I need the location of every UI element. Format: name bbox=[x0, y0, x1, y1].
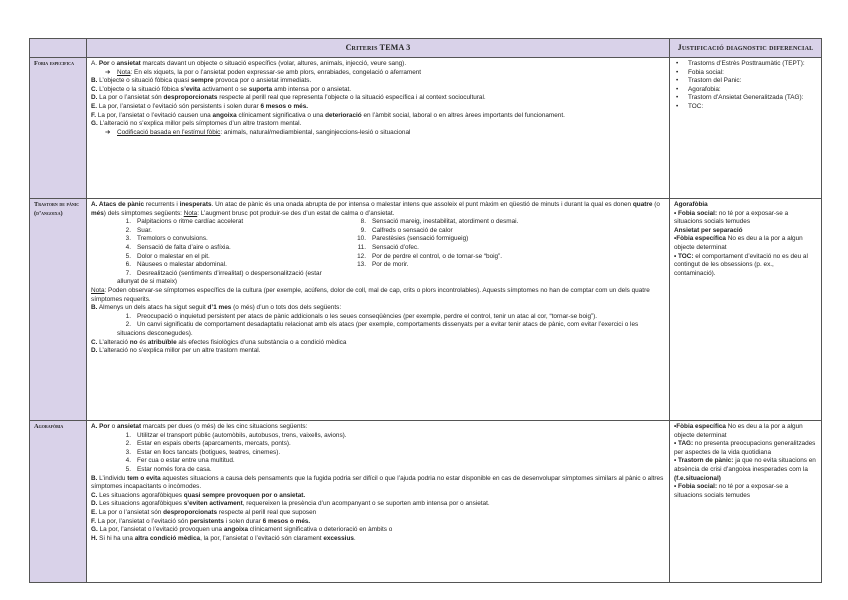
text-line: • Trastorn d’Ansietat Generalitzada (TAG): bbox=[674, 94, 817, 103]
row-label: Fobia especifica bbox=[30, 58, 87, 199]
criteria-intro bbox=[91, 201, 665, 218]
text-line: • Trastorn de pànic: ja que no evita situacions en absència de crisi d’angoixa inesperades com la (f.e.situacional) bbox=[674, 457, 816, 482]
symptoms-left bbox=[91, 218, 326, 287]
text-line: 5. Estar només fora de casa. bbox=[125, 465, 212, 473]
text-line: F. La por, l’ansietat o l’evitació causen una angoixa clínicament significativa o una deterioració en l’àmbit social, laboral o en altres àrees importants del funcionament. bbox=[91, 111, 565, 119]
text-line: D. La por o l’ansietat són desproporcionats respecte al perill real que representa l’objecte o la situació específica i al context sociocultural. bbox=[91, 94, 486, 102]
text-line: • Trastorns d’Estrès Posttraumàtic (TEPT): bbox=[674, 60, 817, 69]
text-line: ➔ Nota: En els xiquets, la por o l’ansietat poden expressar-se amb plors, enrabiades, congelació o aferrament bbox=[105, 68, 422, 76]
row-agorafobia bbox=[30, 421, 822, 583]
justification-cell bbox=[670, 199, 822, 421]
text-line: E. La por, l’ansietat o l’evitació són persistents i solen durar 6 mesos o més. bbox=[91, 102, 309, 110]
text-line: D. L’alteració no s’explica millor per un altre trastorn mental. bbox=[91, 347, 261, 355]
text-line: G. La por, l’ansietat o l’evitació provoquen una angoixa clínicament significativa o deterioració en àmbits o bbox=[91, 526, 393, 534]
text-line: H. Si hi ha una altra condició mèdica, la por, l’ansietat o l’evitació són clarament excessius. bbox=[91, 534, 356, 542]
header-justification: Justificació diagnostic diferencial bbox=[670, 39, 822, 58]
text-line: 1. Preocupació o inquietud persistent per atacs de pànic addicionals o les seues conseqüències (per exemple, perdre el control, tenir un atac al cor, “tornar-se boig”). bbox=[125, 312, 598, 320]
text-line: 2. Estar en espais oberts (aparcaments, mercats, ponts). bbox=[125, 440, 291, 448]
text-line: A. Por o ansietat marcats davant un objecte o situació específics (volar, altures, animals, injecció, veure sang). bbox=[91, 60, 407, 67]
symptom-item: 8. Sensació mareig, inestabilitat, atordiment o desmai. bbox=[360, 218, 519, 226]
symptom-item: 2. Suar. bbox=[125, 226, 152, 234]
symptom-item: 12. Por de perdre el control, o de tornar-se “boig”. bbox=[357, 252, 503, 260]
header-criteria: Criteris TEMA 3 bbox=[87, 39, 670, 58]
criteria-cell bbox=[87, 421, 670, 583]
text-line: D. Les situacions agorafòbiques s’eviten activament, requereixen la presència d’un acompanyant o se suporten amb intensa por o ansietat. bbox=[91, 500, 490, 508]
symptoms-right bbox=[326, 218, 665, 287]
symptom-item: 5. Dolor o malestar en el pit. bbox=[125, 252, 210, 260]
text-line: E. La por o l’ansietat són desproporcionats respecte al perill real que suposen bbox=[91, 508, 317, 516]
text-line: 4. Fer cua o estar entre una multitud. bbox=[125, 457, 235, 465]
symptom-item: 3. Tremolors o convulsions. bbox=[125, 235, 208, 243]
justification-cell bbox=[670, 58, 822, 199]
text-line: ➔ Codificació basada en l’estímul fòbic: animals, natural/mediambiental, sanginjeccions-lesió o situacional bbox=[105, 128, 411, 136]
symptom-item: 1. Palpitacions o ritme cardíac accelerat bbox=[125, 218, 244, 226]
justification-cell bbox=[670, 421, 822, 583]
symptom-item: 9. Calfreds o sensació de calor bbox=[360, 226, 453, 234]
text-line: Nota: Poden observar-se símptomes específics de la cultura (per exemple, acúfens, dolor de coll, mal de cap, crits o plors incontrolables). Aquests símptomes no han de comptar com un dels quatre símptomes requerits. bbox=[91, 286, 650, 303]
text-line: • TOC: bbox=[674, 103, 817, 112]
text-line: G. L’alteració no s’explica millor pels símptomes d’un altre trastorn mental. bbox=[91, 120, 302, 128]
criteria-table bbox=[29, 38, 822, 583]
text-line: Ansietat per separació bbox=[674, 226, 743, 234]
text-line: • Trastorn del Panic: bbox=[674, 77, 817, 86]
text-line: 3. Estar en llocs tancats (botigues, teatres, cinemes). bbox=[125, 448, 281, 456]
symptom-item: 4. Sensació de falta d’aire o asfíxia. bbox=[125, 243, 231, 251]
criteria-rest bbox=[91, 287, 665, 356]
row-fobia-especifica bbox=[30, 58, 822, 199]
text-line: • TAG: no presenta preocupacions generalitzades per aspectes de la vida quotidiana bbox=[674, 440, 816, 456]
text-line: • TOC: el comportament d’evitació no es deu al contingut de les obsessions (p. ex., contaminació). bbox=[674, 252, 808, 277]
row-label: Trastorn de pànic (d’angoixa) bbox=[30, 199, 87, 421]
symptom-item: 10. Parestèsies (sensació formigueig) bbox=[357, 235, 469, 243]
symptom-item: 6. Nàusees o malestar abdominal. bbox=[125, 261, 227, 269]
header-row bbox=[30, 39, 822, 58]
text-line: 2. Un canvi significatiu de comportament desadaptatiu relacionat amb els atacs (per exemple, comportaments dissenyats per a evitar tenir atacs de pànic, com evitar l’exercici o les situacions desconegudes). bbox=[117, 321, 639, 337]
text-line: C. Les situacions agorafòbiques quasi sempre provoquen por o ansietat. bbox=[91, 491, 306, 499]
text-line: 1. Utilitzar el transport públic (automòbils, autobusos, trens, vaixells, avions). bbox=[125, 431, 347, 439]
text-line: • Fobia social: bbox=[674, 69, 817, 78]
text-line: F. La por, l’ansietat o l’evitació són persistents i solen durar 6 mesos o més. bbox=[91, 517, 311, 525]
text-line: • Agorafobia: bbox=[674, 86, 817, 95]
text-line: • Fobia social: no té por a exposar-se a situacions socials temudes bbox=[674, 483, 789, 499]
row-trastorn-panic bbox=[30, 199, 822, 421]
criteria-cell bbox=[87, 58, 670, 199]
text-line: •Fòbia específica No es deu a la por a algun objecte determinat bbox=[674, 235, 803, 251]
header-corner-cell bbox=[30, 39, 87, 58]
text-line: C. L’objecte o la situació fòbica s’evita activament o se suporta amb intensa por o ansietat. bbox=[91, 85, 352, 93]
symptom-item: 13. Por de morir. bbox=[357, 261, 409, 269]
text-line: • Fobia social: no té por a exposar-se a situacions socials temudes bbox=[674, 209, 789, 226]
text-line: B. L’objecte o situació fòbica quasi sempre provoca por o ansietat immediats. bbox=[91, 77, 312, 85]
text-line: B. L’individu tem o evita aquestes situacions a causa dels pensaments que la fugida podria ser difícil o que l’ajuda podria no estar disponible en cas de desenvolupar símptomes similars al pànic o altres símptomes incapacitants o incòmodes. bbox=[91, 474, 664, 491]
row-label: Agorafòbia bbox=[30, 421, 87, 583]
text-line: A. Por o ansietat marcats per dues (o més) de les cinc situacions següents: bbox=[91, 423, 308, 430]
symptom-item: 7. Desrealització (sentiments d’irrealitat) o despersonalització (estar allunyat de si mateix) bbox=[117, 269, 322, 286]
symptom-columns bbox=[91, 218, 665, 287]
text-line: •Fòbia específica No es deu a la por a algun objecte determinat bbox=[674, 423, 803, 439]
text-line: C. L’alteració no és atribuïble als efectes fisiològics d’una substància o a condició mèdica bbox=[91, 338, 347, 346]
text-line: A. Atacs de pànic recurrents i inesperats. Un atac de pànic és una onada abrupta de por intensa o malestar intens que assoleix el punt màxim en qüestió de minuts i durant la qual es donen quatre (o més) dels símptomes següents: Nota: L’augment brusc pot produir-se des d’un estat de calma o d’ansietat. bbox=[91, 201, 660, 217]
text-line: B. Almenys un dels atacs ha sigut seguit d’1 mes (o més) d’un o tots dos dels següents: bbox=[91, 304, 342, 312]
text-line: Agorafòbia bbox=[674, 201, 708, 208]
criteria-cell bbox=[87, 199, 670, 421]
symptom-item: 11. Sensació d’ofec. bbox=[357, 243, 419, 251]
